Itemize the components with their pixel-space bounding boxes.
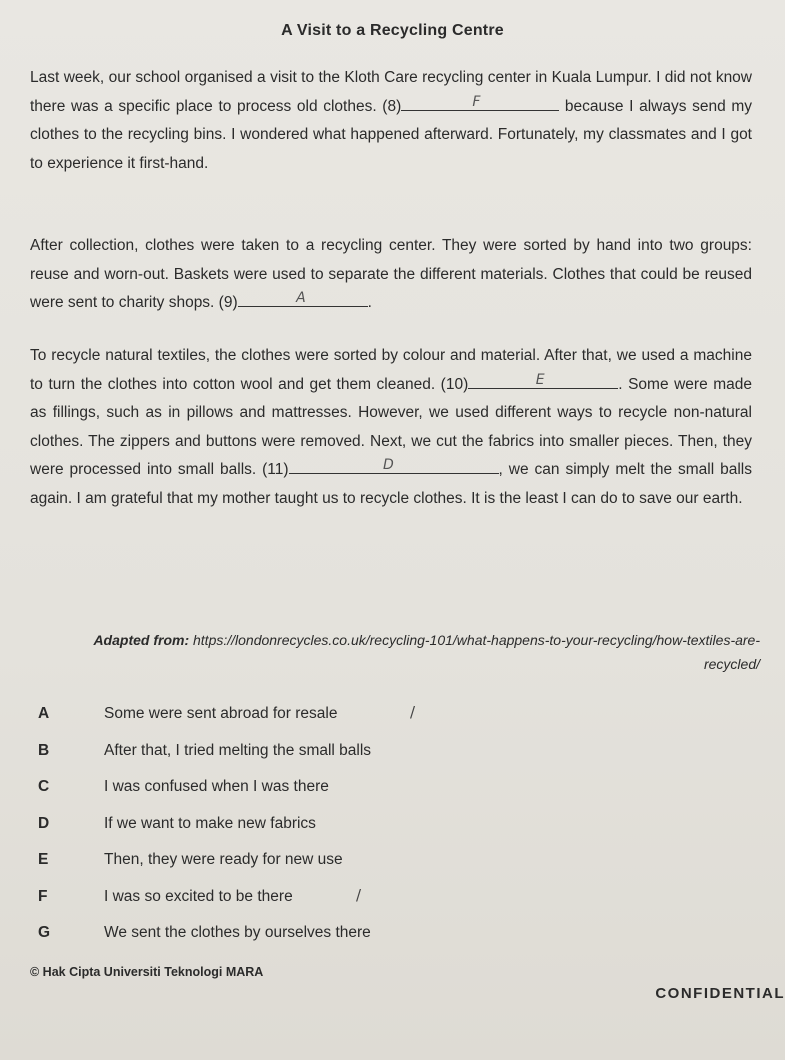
paragraph-1 [30, 64, 752, 178]
blank-10[interactable] [468, 372, 618, 389]
paragraph-3-text-c: , we can simply melt the small balls again. I am grateful that my mother taught us to recycle clothes. It is the least I can do to save our earth. [30, 461, 752, 507]
paragraph-3 [30, 342, 752, 514]
option-text: We sent the clothes by ourselves there [104, 924, 371, 941]
tick-mark-icon: / [410, 703, 416, 721]
paragraph-3-text-a: To recycle natural textiles, the clothes were sorted by colour and material. After that, we used a machine to turn the clothes into cotton wool and get them cleaned. (10) [30, 347, 752, 393]
blank-9-answer: A [296, 290, 306, 307]
confidential-label: CONFIDENTIAL [655, 985, 785, 1002]
option-b[interactable] [38, 742, 738, 779]
blank-11-answer: D [383, 457, 394, 474]
option-d[interactable] [38, 815, 738, 852]
option-e[interactable] [38, 851, 738, 888]
tick-mark-icon: / [356, 885, 362, 904]
option-text: Some were sent abroad for resale [104, 705, 338, 722]
blank-11[interactable] [289, 457, 499, 474]
option-text: Then, they were ready for new use [104, 851, 343, 868]
page-title: A Visit to a Recycling Centre [281, 22, 504, 39]
source-url: https://londonrecycles.co.uk/recycling-101/what-happens-to-your-recycling/how-textiles-are-recycled/ [193, 632, 760, 672]
option-f[interactable] [38, 885, 738, 925]
option-letter: F [38, 887, 48, 905]
option-letter: C [38, 778, 50, 795]
option-text: After that, I tried melting the small balls [104, 741, 372, 759]
paragraph-1-text-b: because I always send my clothes to the recycling bins. I wondered what happened afterward. Fortunately, my classmates and I got to experience it first-hand. [30, 97, 752, 172]
blank-10-answer: E [535, 371, 545, 388]
option-text: If we want to make new fabrics [104, 814, 316, 832]
options-list [38, 705, 738, 961]
option-letter: E [38, 851, 49, 868]
paragraph-2 [30, 232, 752, 318]
option-letter: B [38, 741, 50, 759]
option-a[interactable] [38, 705, 738, 742]
copyright-notice: © Hak Cipta Universiti Teknologi MARA [30, 965, 264, 979]
paragraph-2-text-b: . [367, 294, 372, 312]
option-c[interactable] [38, 778, 738, 815]
option-g[interactable] [38, 924, 738, 961]
option-letter: A [38, 705, 50, 722]
option-text: I was so excited to be there [104, 887, 293, 905]
option-letter: G [38, 924, 51, 941]
option-text: I was confused when I was there [104, 778, 329, 795]
source-label: Adapted from: [93, 632, 190, 648]
blank-9[interactable] [238, 290, 368, 307]
source-citation [40, 628, 760, 676]
option-letter: D [38, 814, 50, 832]
paragraph-3-text-b: . Some were made as fillings, such as in pillows and mattresses. However, we used different ways to recycle non-natural clothes. The zippers and buttons were removed. Next, we cut the fabrics into smaller pieces. Then, they were processed into small balls. (11) [30, 375, 752, 479]
blank-8[interactable] [401, 94, 559, 111]
paragraph-1-text-a: Last week, our school organised a visit to the Kloth Care recycling center in Kuala Lumpur. I did not know there was a specific place to process old clothes. (8) [30, 69, 752, 115]
blank-8-answer: F [472, 93, 481, 110]
paragraph-2-text-a: After collection, clothes were taken to a recycling center. They were sorted by hand into two groups: reuse and worn-out. Baskets were used to separate the different materials. Clothes that could be reused were sent to charity shops. (9) [30, 237, 752, 312]
